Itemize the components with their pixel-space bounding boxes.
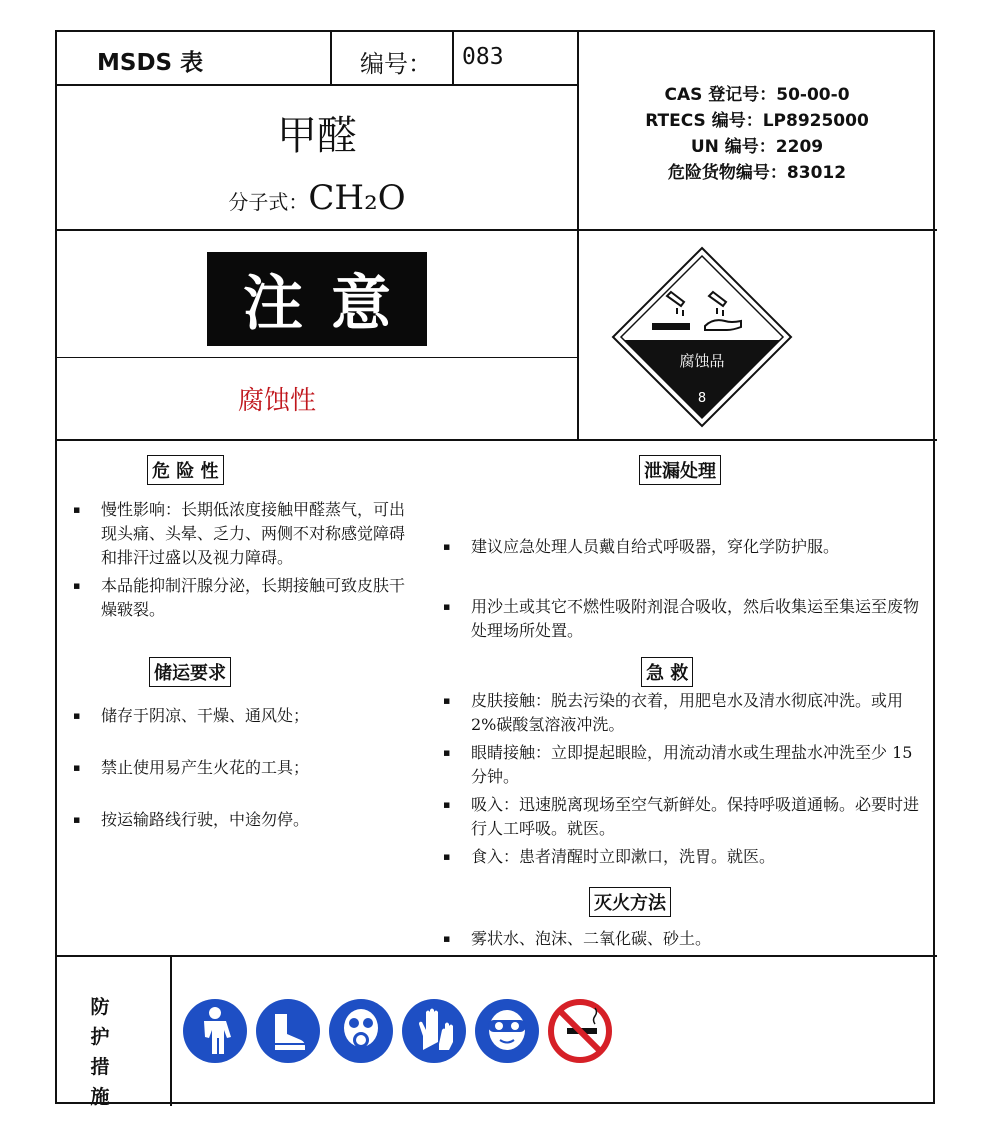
storage-title: 储运要求 — [149, 657, 231, 687]
cas-number: CAS 登记号：50-00-0 — [664, 85, 850, 105]
rtecs-number: RTECS 编号：LP8925000 — [645, 111, 869, 131]
protective-suit-icon — [182, 998, 248, 1064]
list-item: ▪ 慢性影响：长期低浓度接触甲醛蒸气，可出现头痛、头晕、乏力、两侧不对称感觉障碍和排汗过盛以及视力障碍。 — [73, 498, 413, 570]
number-value: 083 — [462, 44, 504, 70]
signal-word-box — [207, 252, 427, 346]
hazard-class: 腐蚀性 — [237, 386, 316, 416]
spill-list — [443, 535, 923, 643]
list-item: ▪ 本品能抑制汗腺分泌，长期接触可致皮肤干燥皲裂。 — [73, 574, 413, 622]
divider — [57, 955, 937, 957]
list-item: ▪ 皮肤接触：脱去污染的衣着，用肥皂水及清水彻底冲洗。或用 2%碳酸氢溶液冲洗。 — [443, 689, 923, 737]
hazards-title: 危 险 性 — [147, 455, 224, 485]
list-item: ▪ 建议应急处理人员戴自给式呼吸器，穿化学防护服。 — [443, 535, 923, 559]
divider — [452, 32, 454, 84]
first-aid-title: 急 救 — [641, 657, 693, 687]
protection-icons — [182, 998, 613, 1064]
list-item: ▪ 储存于阴凉、干燥、通风处； — [73, 704, 413, 728]
corrosive-pictogram — [609, 244, 795, 430]
protective-gloves-icon — [401, 998, 467, 1064]
number-label: 编号： — [360, 50, 432, 78]
signal-word: 注意 — [243, 269, 419, 339]
list-item: ▪ 雾状水、泡沫、二氧化碳、砂土。 — [443, 927, 923, 951]
gas-mask-icon — [328, 998, 394, 1064]
msds-sheet — [55, 30, 935, 1108]
storage-list — [73, 704, 413, 832]
formula-row — [57, 178, 577, 218]
chemical-name: 甲醛 — [277, 113, 357, 159]
safety-goggles-icon — [474, 998, 540, 1064]
no-smoking-icon — [547, 998, 613, 1064]
pictogram-class-number: 8 — [697, 391, 707, 406]
divider — [170, 955, 172, 1106]
divider — [330, 32, 332, 84]
first-aid-list — [443, 689, 923, 869]
protection-label: 防护措施 — [90, 996, 110, 1108]
divider — [57, 439, 937, 441]
list-item: ▪ 用沙土或其它不燃性吸附剂混合吸收，然后收集运至集运至废物处理场所处置。 — [443, 595, 923, 643]
fire-fighting-title: 灭火方法 — [589, 887, 671, 917]
list-item: ▪ 眼睛接触：立即提起眼睑，用流动清水或生理盐水冲洗至少 15 分钟。 — [443, 741, 923, 789]
list-item: ▪ 按运输路线行驶，中途勿停。 — [73, 808, 413, 832]
list-item: ▪ 禁止使用易产生火花的工具； — [73, 756, 413, 780]
divider — [57, 84, 577, 86]
safety-boots-icon — [255, 998, 321, 1064]
identifiers-block — [577, 82, 937, 186]
un-number: UN 编号：2209 — [690, 137, 824, 157]
hazards-list — [73, 498, 413, 622]
fire-fighting-list — [443, 927, 923, 951]
spill-title: 泄漏处理 — [639, 455, 721, 485]
formula-value: CH₂O — [308, 178, 406, 218]
dangerous-goods-number: 危险货物编号：83012 — [667, 163, 847, 183]
divider — [57, 229, 937, 231]
pictogram-label: 腐蚀品 — [679, 352, 725, 370]
list-item: ▪ 食入：患者清醒时立即漱口，洗胃。就医。 — [443, 845, 923, 869]
list-item: ▪ 吸入：迅速脱离现场至空气新鲜处。保持呼吸道通畅。必要时进行人工呼吸。就医。 — [443, 793, 923, 841]
divider — [57, 357, 577, 358]
table-name: MSDS 表 — [97, 50, 204, 76]
formula-label: 分子式： — [228, 190, 309, 214]
